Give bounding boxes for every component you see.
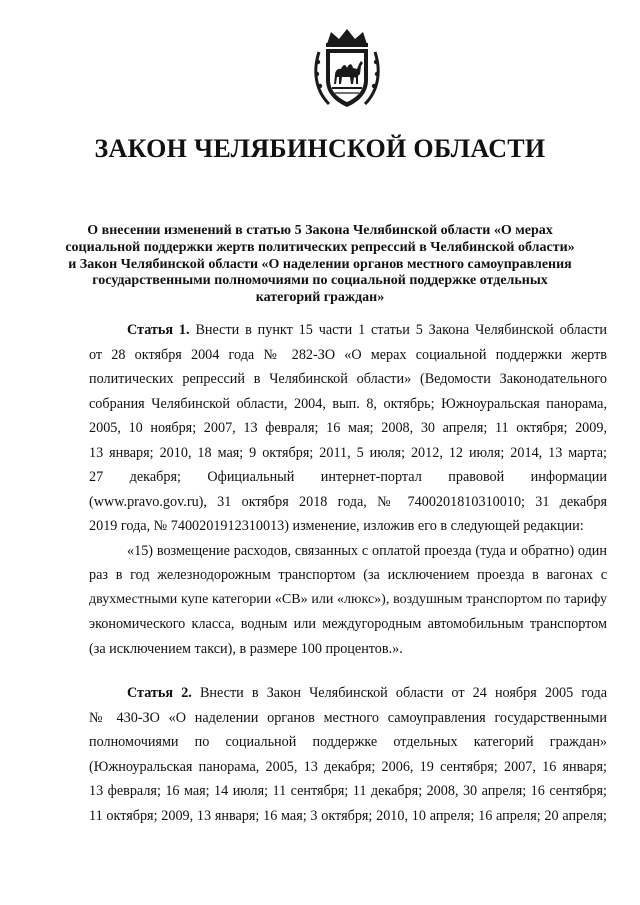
quote-line: «15) возмещение расходов, связанных с оплатой проезда (туда и обратно) один: [127, 542, 607, 559]
article-text: Внести в пункт 15 части 1 статьи 5 Закона Челябинской области: [195, 322, 608, 338]
article-text: Внести в Закон Челябинской области от 24 ноября 2005 года: [199, 685, 608, 701]
article-line: 2005, 10 ноября; 2007, 13 февраля; 16 мая; 2008, 30 апреля; 11 октября; 2009,: [89, 420, 607, 436]
article-2: [89, 681, 607, 828]
article-1: [89, 318, 607, 661]
subject-line: О внесении изменений в статью 5 Закона Челябинской области «О мерах: [87, 223, 553, 238]
article-line: (www.pravo.gov.ru), 31 октября 2018 года, № 7400201810310010; 31 декабря: [89, 493, 607, 510]
article-line: [89, 681, 607, 706]
article-line: полномочиями по социальной поддержке отдельных категорий граждан»: [89, 734, 607, 750]
quote-line: двухместными купе категории «СВ» или «люкс»), воздушным транспортом по тарифу: [89, 591, 607, 607]
subject-line: государственными полномочиями по социальной поддержке отдельных: [92, 273, 548, 289]
subject-line: и Закон Челябинской области «О наделении органов местного самоуправления: [68, 256, 572, 272]
article-label: Статья 1.: [127, 322, 190, 338]
law-subject: [60, 223, 580, 307]
article-line: собрания Челябинской области, 2004, вып. 8, октябрь; Южноуральская панорама,: [89, 395, 607, 412]
article-line: 11 октября; 2009, 13 января; 16 мая; 3 октября; 2010, 10 апреля; 16 апреля; 20 апреля;: [89, 807, 607, 824]
quote-line: экономического класса, водным или междугородным автомобильным транспортом: [89, 616, 607, 632]
article-line: 2019 года, № 7400201912310013) изменение, изложив его в следующей редакции:: [89, 518, 584, 534]
coat-of-arms-icon: [313, 28, 381, 110]
article-line: 13 января; 2010, 18 мая; 9 октября; 2011, 5 июля; 2012, 12 июля; 2014, 13 марта;: [89, 444, 607, 461]
subject-line: категорий граждан»: [255, 290, 385, 306]
article-label: Статья 2.: [127, 685, 192, 701]
law-title: ЗАКОН ЧЕЛЯБИНСКОЙ ОБЛАСТИ: [94, 134, 546, 163]
article-line: политических репрессий в Челябинской области» (Ведомости Законодательного: [89, 371, 607, 387]
article-line: [89, 318, 607, 343]
subject-line: социальной поддержки жертв политических репрессий в Челябинской области»: [65, 239, 575, 255]
article-line: 27 декабря; Официальный интернет-портал правовой информации: [89, 469, 607, 485]
article-line: от 28 октября 2004 года № 282-ЗО «О мерах социальной поддержки жертв: [89, 346, 607, 363]
article-line: 13 февраля; 16 мая; 14 июля; 11 сентября; 11 декабря; 2008, 30 апреля; 16 сентября;: [89, 783, 607, 799]
article-line: (Южноуральская панорама, 2005, 13 декабря; 2006, 19 сентября; 2007, 16 января;: [89, 758, 607, 775]
quote-line: (за исключением такси), в размере 100 процентов.».: [89, 640, 403, 657]
quote-line: раз в год железнодорожным транспортом (за исключением проезда в вагонах с: [89, 567, 607, 583]
article-line: № 430-ЗО «О наделении органов местного самоуправления государственными: [89, 709, 607, 726]
